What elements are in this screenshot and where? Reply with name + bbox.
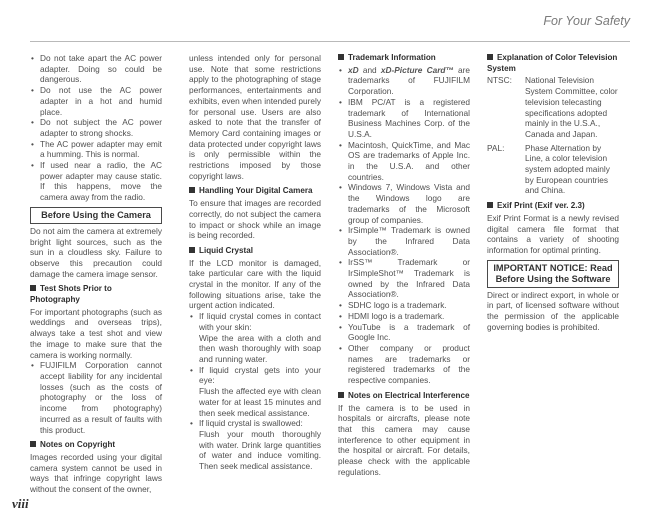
list-item: • IrSimple™ Trademark is owned by the Infrared Data Association®. [338, 225, 470, 257]
square-bullet-icon [189, 187, 195, 193]
copyright-heading: Notes on Copyright [30, 440, 162, 451]
list-item: • SDHC logo is a trademark. [338, 300, 470, 311]
square-bullet-icon [487, 202, 493, 208]
column-4 [487, 53, 619, 332]
square-bullet-icon [189, 247, 195, 253]
header-rule [30, 41, 630, 42]
list-item-detail: Flush the affected eye with clean water for at least 15 minutes and then seek medical assistance. [199, 386, 321, 418]
list-item: • If liquid crystal comes in contact with your skin: [189, 311, 321, 332]
square-bullet-icon [338, 392, 344, 398]
pal-description: Phase Alternation by Line, a color television system adopted mainly by European countries and China. [525, 142, 610, 196]
copyright-continued: unless intended only for personal use. Note that some restrictions apply to the photographing of stage performances, entertainments and exhibits, even when intended purely for personal use. Users are also asked to note that the transfer of Memory Card containing images or data protected under copyright laws is only permissible within the restrictions imposed by those copyright laws. [189, 53, 321, 181]
square-bullet-icon [338, 54, 344, 60]
trademark-list [338, 65, 470, 386]
list-item-detail: Flush your mouth thoroughly with water. Drink large quantities of water and induce vomiting. Then seek medical assistance. [199, 428, 321, 472]
list-item: • Windows 7, Windows Vista and the Windows logo are trademarks of the Microsoft group of companies. [338, 182, 470, 225]
square-bullet-icon [30, 441, 36, 447]
trademark-heading: Trademark Information [338, 53, 470, 64]
square-bullet-icon [30, 285, 36, 291]
list-item: • Other company or product names are trademarks or registered trademarks of the respective companies. [338, 343, 470, 386]
ntsc-term: NTSC: [487, 75, 512, 86]
list-item: • HDMI logo is a trademark. [338, 311, 470, 322]
list-item: • Do not take apart the AC power adapter. Doing so could be dangerous. [30, 53, 162, 85]
important-notice-text: Direct or indirect export, in whole or in part, of licensed software without the permission of the applicable governing bodies is prohibited. [487, 289, 619, 332]
list-item: • IrSS™ Trademark or IrSimpleShot™ Trademark is owned by the Infrared Data Association®. [338, 257, 470, 300]
electrical-interference-heading: Notes on Electrical Interference [338, 391, 470, 402]
exif-print-heading: Exif Print (Exif ver. 2.3) [487, 201, 619, 212]
ac-adapter-list [30, 53, 162, 203]
electrical-interference-text: If the camera is to be used in hospitals or aircrafts, please note that this camera may cause interference to other equipment in the hospital or aircraft. For details, please check with the applicable regulations. [338, 402, 470, 477]
page-number: viii [12, 496, 29, 511]
color-tv-heading: Explanation of Color Television System [487, 53, 618, 73]
list-item: • If liquid crystal is swallowed: [189, 418, 321, 429]
copyright-text: Images recorded using your digital camera system cannot be used in ways that infringe copyright laws without the consent of the owner, [30, 451, 162, 495]
list-item: • xD and xD-Picture Card™ are trademarks of FUJIFILM Corporation. [338, 65, 470, 97]
square-bullet-icon [487, 54, 493, 60]
pal-definition [487, 143, 619, 197]
before-using-text: Do not aim the camera at extremely bright light sources, such as the sun in a cloudless sky. Failure to observe this precaution could damage the camera image sensor. [30, 225, 162, 279]
test-shots-heading: Test Shots Prior to Photography [30, 284, 112, 305]
test-shots-list [30, 360, 162, 435]
list-item: • The AC power adapter may emit a humming. This is normal. [30, 139, 162, 160]
xd-logo-icon: xD [348, 64, 359, 75]
list-item: • Do not use the AC power adapter in a hot and humid place. [30, 85, 162, 117]
test-shots-text: For important photographs (such as weddings and overseas trips), always take a test shot and view the image to make sure that the camera is working normally. [30, 306, 162, 360]
ntsc-description: National Television System Committee, color television telecasting specifications adopted mainly in the U.S.A., Canada and Japan. [525, 75, 618, 139]
before-using-heading: Before Using the Camera [30, 207, 162, 224]
list-item: • IBM PC/AT is a registered trademark of International Business Machines Corp. of the U.S.A. [338, 97, 470, 140]
list-item-detail: Wipe the area with a cloth and then wash thoroughly with soap and running water. [199, 332, 321, 364]
list-item: • Macintosh, QuickTime, and Mac OS are trademarks of Apple Inc. in the U.S.A. and other countries. [338, 140, 470, 183]
list-item: • FUJIFILM Corporation cannot accept liability for any incidental losses (such as the costs of photography or the loss of income from photography) incurred as a result of faults with this product. [30, 360, 162, 435]
liquid-crystal-heading: Liquid Crystal [189, 246, 321, 257]
handling-text: To ensure that images are recorded correctly, do not subject the camera to impact or shock while an image is being recorded. [189, 198, 321, 241]
liquid-crystal-list [189, 311, 321, 472]
exif-print-text: Exif Print Format is a newly revised digital camera file format that contains a variety of shooting information for optimal printing. [487, 212, 619, 255]
list-item: • YouTube is a trademark of Google Inc. [338, 322, 470, 343]
list-item: • If used near a radio, the AC power adapter may cause static. If this happens, move the camera away from the radio. [30, 160, 162, 203]
handling-heading: Handling Your Digital Camera [189, 186, 321, 197]
important-notice-heading: IMPORTANT NOTICE: Read Before Using the Software [487, 260, 619, 288]
column-2 [189, 53, 321, 472]
column-3 [338, 53, 470, 477]
pal-term: PAL: [487, 142, 505, 153]
ntsc-definition [487, 75, 619, 139]
column-1 [30, 53, 162, 495]
list-item: • Do not subject the AC power adapter to strong shocks. [30, 117, 162, 138]
list-item: • If liquid crystal gets into your eye: [189, 365, 321, 386]
section-title: For Your Safety [543, 14, 630, 28]
liquid-crystal-text: If the LCD monitor is damaged, take particular care with the liquid crystal in the monitor. If any of the following situations arise, take the urgent action indicated. [189, 257, 321, 311]
